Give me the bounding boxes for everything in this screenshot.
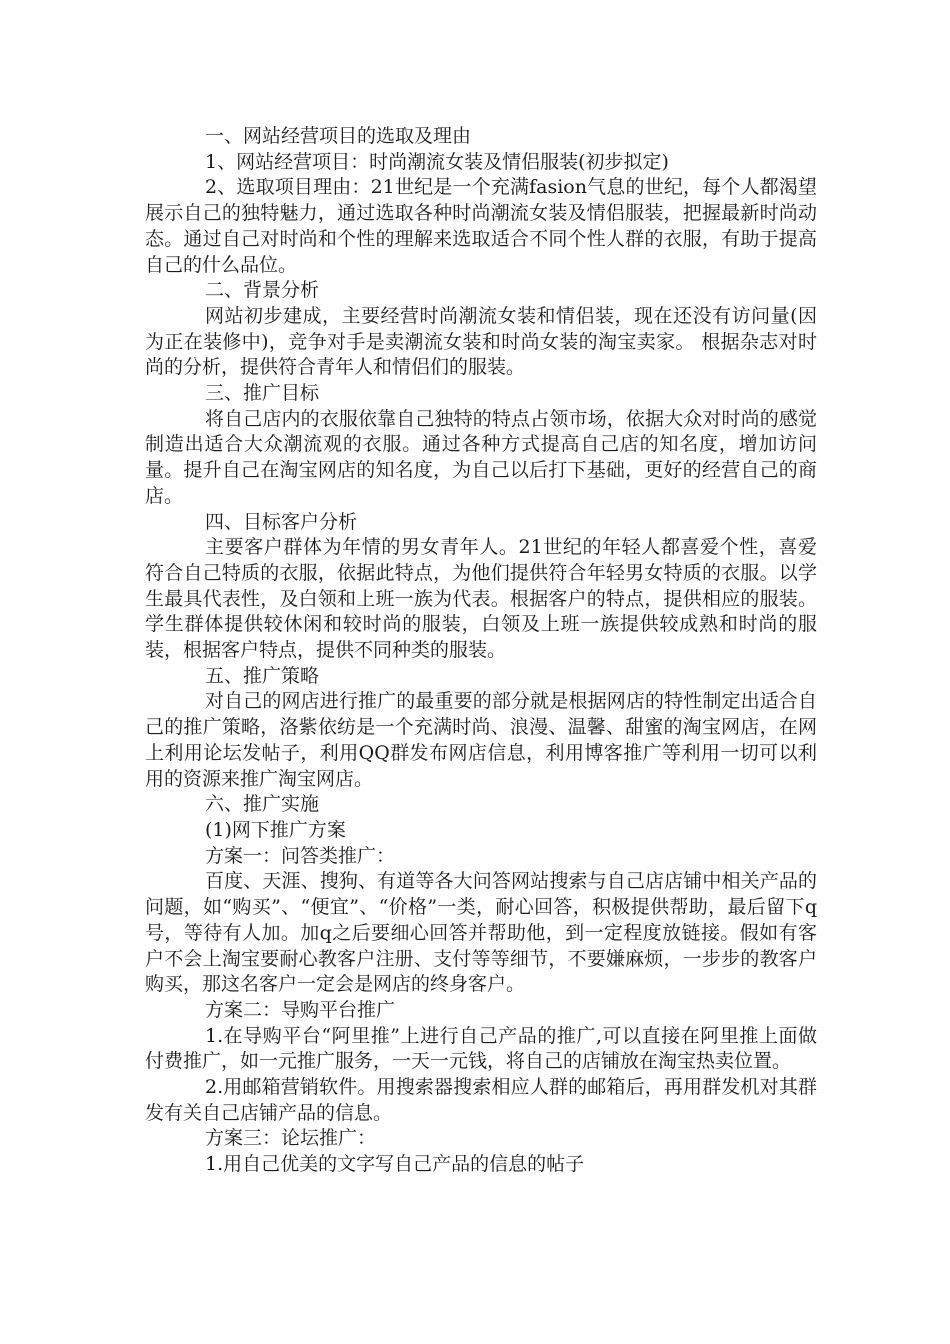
section-heading-6: 六、推广实施 bbox=[205, 793, 320, 816]
section-heading-4: 四、目标客户分析 bbox=[205, 510, 358, 533]
subheading-offline-plan: (1)网下推广方案 bbox=[205, 818, 346, 841]
paragraph-project: 1、网站经营项目：时尚潮流女装及情侣服装(初步拟定) bbox=[205, 150, 669, 173]
plan-3-item-1: 1.用自己优美的文字写自己产品的信息的帖子 bbox=[205, 1153, 585, 1176]
plan-2-item-1: 1.在导购平台“阿里推”上进行自己产品的推广,可以直接在阿里推上面做付费推广，如一元推广服务，一天一元钱，将自己的店铺放在淘宝热卖位置。 bbox=[145, 1024, 817, 1073]
plan-1-body: 百度、天涯、搜狗、有道等各大问答网站搜索与自己店店铺中相关产品的问题，如“购买”、“便宜”、“价格”一类，耐心回答，积极提供帮助，最后留下q号，等待有人加。加q之后要细心回答并帮助他，到一定程度放链接。假如有客户不会上淘宝要耐心教客户注册、支付等等细节，不要嫌麻烦，一步步的教客户购买，那这名客户一定会是网店的终身客户。 bbox=[145, 870, 817, 996]
plan-3-heading: 方案三：论坛推广： bbox=[205, 1127, 377, 1150]
section-heading-2: 二、背景分析 bbox=[205, 279, 320, 302]
plan-2-heading: 方案二：导购平台推广 bbox=[205, 998, 396, 1021]
section-heading-5: 五、推广策略 bbox=[205, 664, 320, 687]
section-heading-3: 三、推广目标 bbox=[205, 382, 320, 405]
section-heading-1: 一、网站经营项目的选取及理由 bbox=[205, 125, 472, 147]
plan-2-item-2: 2.用邮箱营销软件。用搜索器搜索相应人群的邮箱后，再用群发机对其群发有关自己店铺产品的信息。 bbox=[145, 1076, 817, 1124]
paragraph-goal: 将自己店内的衣服依靠自己独特的特点占领市场，依据大众对时尚的感觉制造出适合大众潮流观的衣服。通过各种方式提高自己店的知名度，增加访问量。提升自己在淘宝网店的知名度，为自己以后打下基础，更好的经营自己的商店。 bbox=[145, 407, 817, 507]
paragraph-strategy: 对自己的网店进行推广的最重要的部分就是根据网店的特性制定出适合自己的推广策略，洛紫依纺是一个充满时尚、浪漫、温馨、甜蜜的淘宝网店，在网上利用论坛发帖子，利用QQ群发布网店信息，利用博客推广等利用一切可以利用的资源来推广淘宝网店。 bbox=[145, 690, 817, 790]
paragraph-background: 网站初步建成，主要经营时尚潮流女装和情侣装，现在还没有访问量(因为正在装修中)，竞争对手是卖潮流女装和时尚女装的淘宝卖家。 根据杂志对时尚的分析，提供符合青年人和情侣们的服装。 bbox=[145, 304, 817, 379]
paragraph-reason: 2、选取项目理由：21世纪是一个充满fasion气息的世纪，每个人都渴望展示自己的独特魅力，通过选取各种时尚潮流女装及情侣服装，把握最新时尚动态。通过自己对时尚和个性的理解来选取适合不同个性人群的衣服，有助于提高自己的什么品位。 bbox=[145, 176, 817, 276]
paragraph-customers: 主要客户群体为年情的男女青年人。21世纪的年轻人都喜爱个性，喜爱符合自己特质的衣服，依据此特点，为他们提供符合年轻男女特质的衣服。以学生最具代表性，及白领和上班一族为代表。根据客户的特点，提供相应的服装。学生群体提供较休闲和较时尚的服装，白领及上班一族提供较成熟和时尚的服装，根据客户特点，提供不同种类的服装。 bbox=[145, 536, 817, 662]
plan-1-heading: 方案一：问答类推广： bbox=[205, 844, 396, 867]
document-body bbox=[145, 124, 817, 1178]
